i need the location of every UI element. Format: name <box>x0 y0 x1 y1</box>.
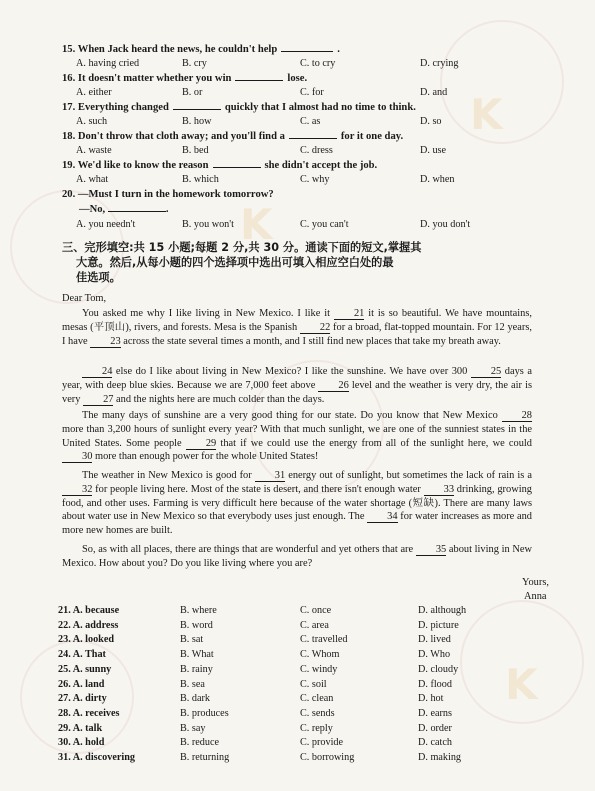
option-b: B. reduce <box>180 737 220 749</box>
answer-blank <box>289 129 337 139</box>
question-stem: It doesn't matter whether you win <box>77 73 232 84</box>
cloze-blank: 30 <box>62 451 92 463</box>
option-b: B. you won't <box>182 219 234 230</box>
cloze-blank: 31 <box>255 470 285 482</box>
letter-paragraph-5 <box>62 543 532 571</box>
cloze-blank: 23 <box>90 336 120 348</box>
option-d: D. flood <box>418 678 452 690</box>
question-stem: We'd like to know the reason <box>77 160 209 171</box>
passage-text: across the state several times a month, and I still find new places that take my breath away. <box>120 335 501 347</box>
question-number: 18. <box>62 131 76 142</box>
option-b: B. dark <box>180 693 210 705</box>
passage-text: energy out of sunlight, but sometimes the lack of rain is a <box>285 470 533 481</box>
option-a: A. waste <box>76 145 112 156</box>
cloze-blank: 22 <box>300 322 330 334</box>
answer-blank <box>213 158 261 168</box>
option-b: B. where <box>180 605 217 616</box>
letter-greeting: Dear Tom, <box>62 293 107 304</box>
option-d: D. Who <box>418 649 451 661</box>
option-c: C. for <box>300 87 324 98</box>
passage-text: for a broad, flat-topped mountain. For 12 years, I have <box>62 321 532 347</box>
cloze-blank: 26 <box>318 380 348 392</box>
option-b: B. sea <box>180 678 205 690</box>
answer-blank <box>281 42 333 52</box>
option-c: C. travelled <box>300 634 348 646</box>
option-a: 26. A. land <box>58 678 105 690</box>
option-a: 31. A. discovering <box>58 752 135 763</box>
option-a: 25. A. sunny <box>58 663 112 675</box>
option-b: B. returning <box>180 752 230 763</box>
letter-paragraph-4 <box>62 469 532 538</box>
option-c: C. once <box>300 605 332 616</box>
letter-paragraph-1 <box>62 307 532 348</box>
question-19-text <box>62 158 565 173</box>
passage-text: for people living here. Most of the state is desert, and there isn't enough water <box>92 483 424 495</box>
question-20-line2: —No, . <box>79 204 169 215</box>
passage-text: So, as with all places, there are things that are wonderful and yet others that are <box>82 544 416 555</box>
cloze-blank: 24 <box>82 366 112 378</box>
question-15-text <box>62 42 565 57</box>
passage-text: for water increases as more and more new homes are built. <box>62 511 532 537</box>
option-b: B. produces <box>180 707 229 719</box>
question-20-line1 <box>62 188 565 202</box>
option-d: D. hot <box>418 693 444 705</box>
option-d: D. and <box>420 87 448 98</box>
option-d: D. so <box>420 116 442 127</box>
letter-paragraph-3 <box>62 409 532 464</box>
option-a: 27. A. dirty <box>58 693 107 705</box>
option-b: B. word <box>180 619 213 631</box>
option-a: 22. A. address <box>58 619 119 631</box>
option-b: B. or <box>182 87 203 98</box>
option-a: A. such <box>76 116 108 127</box>
option-c: C. soil <box>300 678 327 690</box>
passage-text: The many days of sunshine are a very good thing for our state. Do you know that New Mexico <box>82 410 502 421</box>
option-d: D. cloudy <box>418 663 459 675</box>
watermark-logo: K <box>505 660 538 709</box>
watermark-logo: K <box>240 200 273 249</box>
question-stem: Don't throw that cloth away; and you'll find a <box>77 131 285 142</box>
question-number: 17. <box>62 102 76 113</box>
watermark-logo: K <box>470 90 503 139</box>
question-number: 15. <box>62 44 76 55</box>
option-c: C. reply <box>300 722 333 734</box>
option-d: D. when <box>420 174 455 185</box>
option-d: D. lived <box>418 634 451 646</box>
option-c: C. clean <box>300 693 334 705</box>
passage-text: more than 3,200 hours of sunlight every year? With that much sunlight, we are one of the sunniest states in the United States. Some people <box>62 423 532 449</box>
cloze-blank: 33 <box>424 484 454 496</box>
option-a: 30. A. hold <box>58 737 105 749</box>
option-b: B. how <box>182 116 212 127</box>
question-stem-end: she didn't accept the job. <box>264 160 378 171</box>
answer-blank <box>235 71 283 81</box>
option-d: D. making <box>418 752 462 763</box>
question-stem: When Jack heard the news, he couldn't help <box>77 44 278 55</box>
option-c: C. Whom <box>300 649 340 661</box>
passage-text: else do I like about living in New Mexico? I like the sunshine. We have over 300 <box>112 366 471 377</box>
question-16-text <box>62 71 565 86</box>
passage-text: about living in New Mexico. How about you? Do you like living where you are? <box>62 544 532 569</box>
question-stem-end: . <box>337 44 340 55</box>
passage-text: and the nights here are much colder than the days. <box>113 393 325 405</box>
question-number: 19. <box>62 160 76 171</box>
question-stem-end: quickly that I almost had no time to think. <box>224 102 416 113</box>
option-b: B. rainy <box>180 663 213 675</box>
option-b: B. What <box>180 649 214 661</box>
option-b: B. say <box>180 722 206 734</box>
option-b: B. cry <box>182 58 207 69</box>
cloze-blank: 32 <box>62 484 92 496</box>
option-b: B. which <box>182 174 219 185</box>
question-stem: Everything changed <box>77 102 169 113</box>
option-c: C. as <box>300 116 321 127</box>
option-c: C. you can't <box>300 219 349 230</box>
option-a: A. you needn't <box>76 219 136 230</box>
option-d: D. earns <box>418 707 452 719</box>
passage-text: it is so beautiful. We have mountains, mesas (平顶山), rivers, and forests. Mesa is the Spanish <box>62 308 532 333</box>
passage-text: drinking, growing food, and other uses. Farming is very difficult here because of the water shortage (短缺). There are many laws about water use in New Mexico so that everybody uses just enough. The <box>62 483 532 523</box>
option-d: D. although <box>418 605 467 616</box>
letter-paragraph-2 <box>62 365 532 406</box>
option-a: A. what <box>76 174 109 185</box>
cloze-blank: 34 <box>367 511 397 523</box>
letter-signature: Anna <box>524 591 547 602</box>
passage-text: more than enough power for the whole United States! <box>92 451 319 463</box>
question-number: 20. <box>62 189 76 200</box>
passage-text: level and the weather is very dry, the air is very <box>62 379 532 405</box>
option-d: D. use <box>420 145 447 156</box>
answer-blank <box>108 202 166 212</box>
option-d: D. picture <box>418 619 459 631</box>
option-c: C. sends <box>300 707 335 719</box>
cloze-blank: 25 <box>471 366 501 378</box>
cloze-blank: 27 <box>83 394 113 406</box>
option-c: C. area <box>300 619 329 631</box>
option-c: C. borrowing <box>300 752 355 763</box>
option-a: 28. A. receives <box>58 707 120 719</box>
letter-closing: Yours, <box>522 577 549 588</box>
passage-text: You asked me why I like living in New Mexico. I like it <box>82 308 334 319</box>
option-a: 29. A. talk <box>58 722 103 734</box>
question-18-text <box>62 129 565 144</box>
section-heading: 三、完形填空:共 15 小题;每题 2 分,共 30 分。通读下面的短文,掌握其 大意。然后,从每小题的四个选择项中选出可填入相应空白处的最 佳选项。 <box>62 241 422 284</box>
option-c: C. provide <box>300 737 344 749</box>
option-d: D. you don't <box>420 219 471 230</box>
option-b: B. bed <box>182 145 209 156</box>
option-c: C. windy <box>300 663 338 675</box>
option-a: A. either <box>76 87 112 98</box>
option-d: D. order <box>418 722 452 734</box>
option-a: 23. A. looked <box>58 634 115 646</box>
option-a: 21. A. because <box>58 605 120 616</box>
answer-blank <box>173 100 221 110</box>
question-stem-end: lose. <box>287 73 308 84</box>
passage-text: The weather in New Mexico is good for <box>82 470 255 481</box>
question-17-text <box>62 100 565 115</box>
option-c: C. to cry <box>300 58 336 69</box>
question-text: —Must I turn in the homework tomorrow? <box>77 189 274 200</box>
option-d: D. crying <box>420 58 459 69</box>
cloze-blank: 29 <box>186 438 216 450</box>
option-a: A. having cried <box>76 58 140 69</box>
option-d: D. catch <box>418 737 452 749</box>
cloze-blank: 35 <box>416 544 446 556</box>
option-c: C. dress <box>300 145 333 156</box>
option-c: C. why <box>300 174 330 185</box>
cloze-blank: 21 <box>334 308 364 320</box>
cloze-blank: 28 <box>502 410 532 422</box>
option-a: 24. A. That <box>58 649 106 661</box>
question-text: —No, <box>79 204 106 215</box>
question-stem-end: for it one day. <box>340 131 404 142</box>
passage-text: days a year, with deep blue skies. Because we are 7,000 feet above <box>62 366 532 391</box>
option-b: B. sat <box>180 634 204 646</box>
passage-text: that if we could use the energy from all of the sunlight here, we could <box>216 437 532 449</box>
question-number: 16. <box>62 73 76 84</box>
